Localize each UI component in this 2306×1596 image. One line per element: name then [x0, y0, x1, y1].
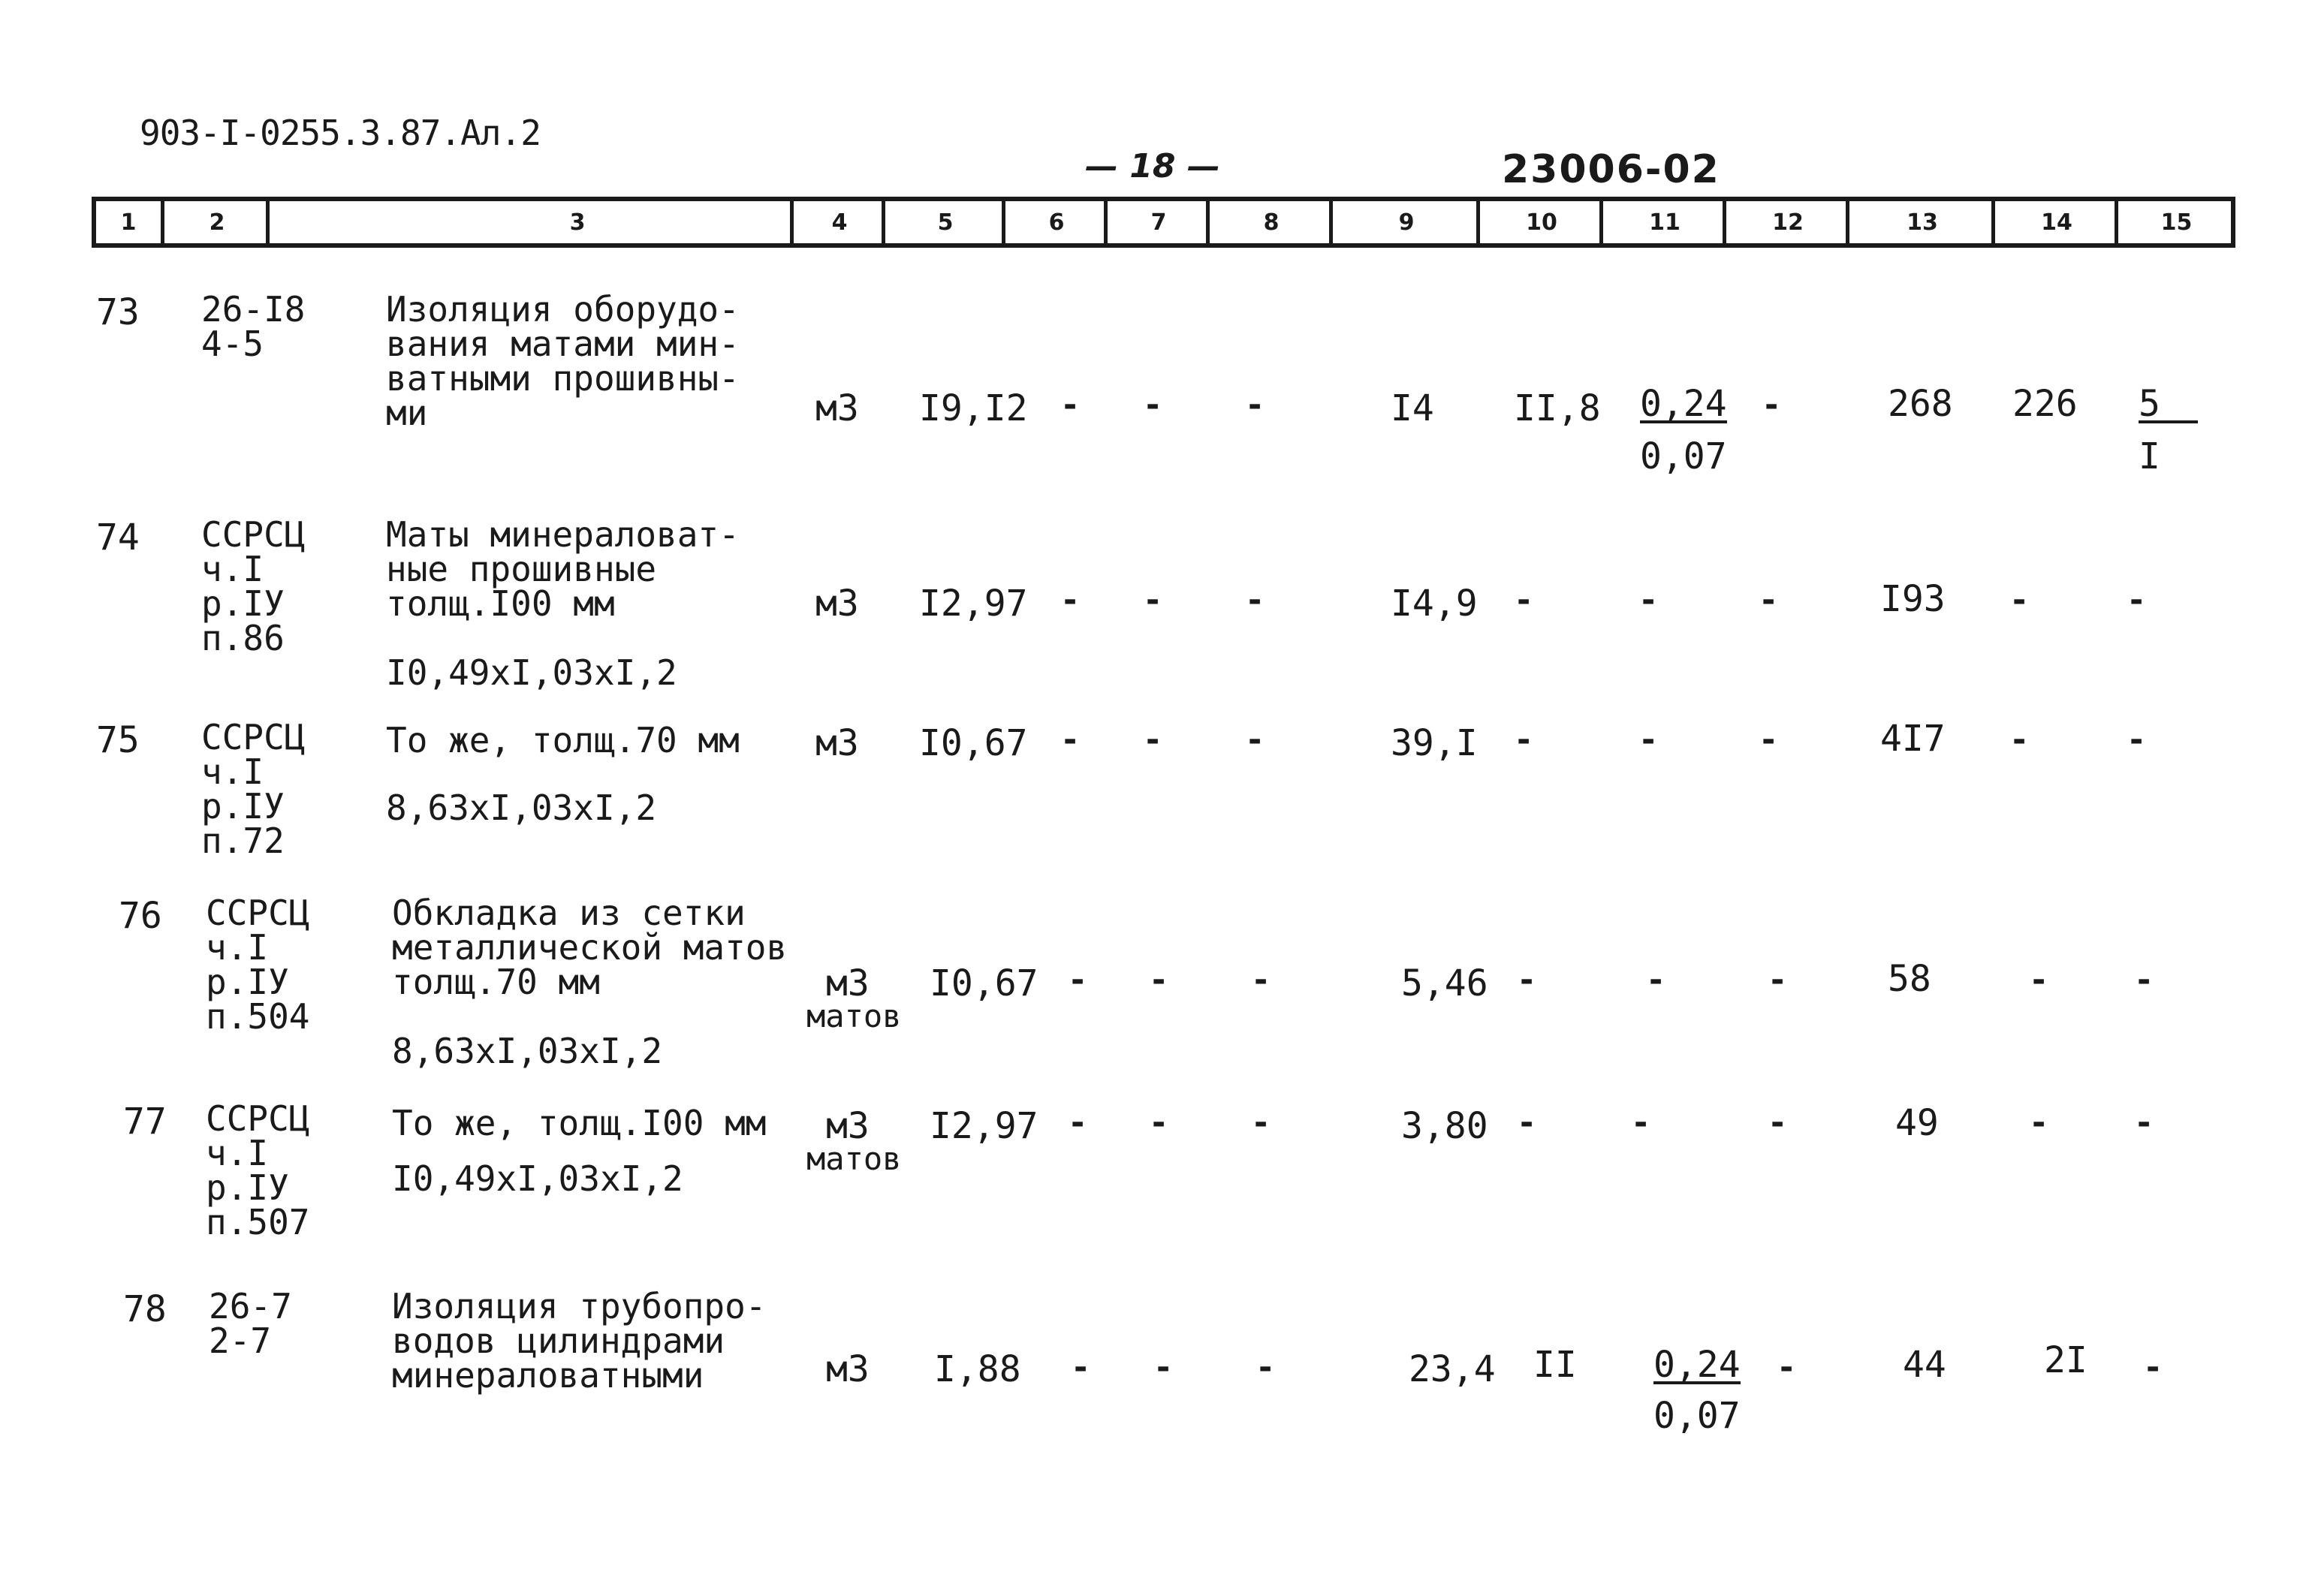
col-6-value: -: [1063, 581, 1078, 619]
col-9-value: I4: [1391, 387, 1434, 429]
calculation-formula: I0,49xI,03xI,2: [386, 652, 677, 693]
col-7-value: -: [1146, 386, 1160, 424]
col-7-value: -: [1156, 1348, 1171, 1387]
description-line: толщ.I00 мм: [386, 583, 615, 624]
description-line: толщ.70 мм: [392, 962, 600, 1002]
unit: м3: [815, 387, 859, 429]
col-12-value: -: [1762, 581, 1776, 619]
description-line: ватными прошивны-: [386, 358, 740, 399]
norm-code-line: р.IУ: [206, 1167, 289, 1208]
col-10-value: II: [1533, 1344, 1577, 1386]
norm-code-line: п.86: [201, 618, 285, 658]
norm-code-line: 4-5: [201, 324, 264, 364]
col-8-value: -: [1254, 1104, 1268, 1142]
col-9-value: 23,4: [1409, 1348, 1496, 1390]
description-line: Обкладка из сетки: [392, 893, 746, 933]
col-6-value: -: [1063, 386, 1078, 424]
quantity: I2,97: [930, 1105, 1038, 1147]
description-line: ми: [386, 393, 428, 433]
col-14-value: -: [2012, 581, 2027, 619]
norm-code-line: ч.I: [201, 549, 264, 589]
col-15-value: -: [2137, 1104, 2151, 1142]
col-13-value: 58: [1888, 958, 1931, 1000]
column-header-11: 11: [1599, 201, 1726, 243]
unit: м3: [826, 962, 870, 1004]
norm-code-line: 2-7: [209, 1320, 272, 1361]
column-header-12: 12: [1723, 201, 1849, 243]
description-line: Маты минераловат-: [386, 514, 740, 555]
col-10-value: -: [1517, 721, 1531, 759]
col-12-value: -: [1771, 961, 1785, 999]
unit: м3: [826, 1348, 870, 1390]
quantity: I,88: [934, 1348, 1021, 1390]
norm-code-line: п.72: [201, 821, 285, 861]
col-8-value: -: [1248, 386, 1262, 424]
calculation-formula: 8,63xI,03xI,2: [392, 1031, 663, 1071]
column-header-14: 14: [1991, 201, 2118, 243]
column-header-2: 2: [161, 201, 270, 243]
norm-code-line: ССРСЦ: [201, 717, 306, 757]
row-number: 75: [96, 719, 140, 761]
col-11-denominator: 0,07: [1653, 1395, 1741, 1437]
col-14-value: -: [2012, 721, 2027, 759]
col-14-value: -: [2032, 1104, 2046, 1142]
column-header-5: 5: [882, 201, 1005, 243]
quantity: I0,67: [919, 722, 1028, 764]
calculation-formula: I0,49xI,03xI,2: [392, 1158, 683, 1199]
norm-code-line: ч.I: [206, 927, 269, 968]
column-header-8: 8: [1206, 201, 1333, 243]
norm-code-line: р.IУ: [201, 583, 285, 624]
col-15-numerator: 5: [2139, 387, 2198, 423]
norm-code-line: р.IУ: [201, 786, 285, 827]
col-10-value: II,8: [1514, 387, 1601, 429]
col-9-value: I4,9: [1391, 583, 1478, 625]
column-header-6: 6: [1002, 201, 1108, 243]
col-12-value: -: [1765, 386, 1779, 424]
quantity: I0,67: [930, 962, 1038, 1004]
row-number: 78: [123, 1288, 167, 1330]
norm-code-line: 26-7: [209, 1286, 292, 1326]
col-8-value: -: [1248, 581, 1262, 619]
col-14-value: 226: [2012, 383, 2078, 425]
description-line: водов цилиндрами: [392, 1320, 725, 1361]
norm-code-line: 26-I8: [201, 289, 306, 330]
row-number: 74: [96, 516, 140, 559]
column-header-10: 10: [1476, 201, 1603, 243]
column-header-1: 1: [120, 209, 137, 236]
col-6-value: -: [1071, 961, 1085, 999]
col-10-value: -: [1517, 581, 1531, 619]
col-11-numerator: 0,24: [1653, 1344, 1741, 1386]
col-13-value: 44: [1903, 1344, 1946, 1386]
document-code: 903-I-0255.3.87.Ал.2: [140, 113, 541, 153]
col-9-value: 3,80: [1401, 1105, 1488, 1147]
col-12-value: -: [1771, 1104, 1785, 1142]
description-line: минераловатными: [392, 1355, 704, 1396]
norm-code-line: п.507: [206, 1202, 310, 1242]
col-7-value: -: [1146, 581, 1160, 619]
col-6-value: -: [1071, 1104, 1085, 1142]
description-line: То же, толщ.70 мм: [386, 720, 740, 760]
calculation-formula: 8,63xI,03xI,2: [386, 787, 657, 828]
column-header-7: 7: [1104, 201, 1210, 243]
col-11-denominator: 0,07: [1640, 435, 1727, 477]
unit-suffix: матов: [806, 998, 902, 1034]
norm-code-line: ч.I: [206, 1133, 269, 1173]
unit-suffix: матов: [806, 1140, 902, 1177]
col-6-value: -: [1063, 721, 1078, 759]
col-11-value: -: [1634, 1104, 1648, 1142]
description-line: Изоляция трубопро-: [392, 1286, 767, 1326]
col-10-value: -: [1520, 1104, 1534, 1142]
unit: м3: [815, 722, 859, 764]
col-11-value: -: [1641, 721, 1656, 759]
col-15-value: -: [2137, 961, 2151, 999]
unit: м3: [826, 1105, 870, 1147]
row-number: 76: [119, 895, 162, 937]
col-14-value: -: [2032, 961, 2046, 999]
col-15-value: -: [2130, 721, 2144, 759]
col-7-value: -: [1152, 1104, 1166, 1142]
col-13-value: I93: [1880, 578, 1946, 620]
col-10-value: -: [1520, 961, 1534, 999]
col-8-value: -: [1254, 961, 1268, 999]
column-header-3: 3: [266, 201, 885, 243]
norm-code-line: ч.I: [201, 751, 264, 792]
col-12-value: -: [1762, 721, 1776, 759]
unit: м3: [815, 583, 859, 625]
row-number: 77: [123, 1101, 167, 1143]
col-9-value: 39,I: [1391, 722, 1478, 764]
row-number: 73: [96, 291, 140, 333]
col-11-value: -: [1649, 961, 1663, 999]
col-15-value: -: [2130, 581, 2144, 619]
col-13-value: 49: [1895, 1102, 1939, 1144]
col-14-value: 2I: [2044, 1339, 2087, 1381]
column-header-9: 9: [1329, 201, 1480, 243]
col-11-numerator: 0,24: [1640, 383, 1727, 425]
col-13-value: 268: [1888, 383, 1953, 425]
col-8-value: -: [1248, 721, 1262, 759]
description-line: металлической матов: [392, 927, 788, 968]
column-header-4: 4: [790, 201, 885, 243]
sheet-code: 23006-02: [1502, 147, 1720, 192]
col-11-value: -: [1641, 581, 1656, 619]
col-15-value: -: [2146, 1348, 2160, 1387]
norm-code-line: п.504: [206, 996, 310, 1037]
norm-code-line: р.IУ: [206, 962, 289, 1002]
col-6-value: -: [1074, 1348, 1088, 1387]
norm-code-line: ССРСЦ: [206, 1098, 310, 1139]
quantity: I2,97: [919, 583, 1028, 625]
norm-code-line: ССРСЦ: [201, 514, 306, 555]
col-12-value: -: [1780, 1348, 1794, 1387]
description-line: ные прошивные: [386, 549, 657, 589]
col-8-value: -: [1259, 1348, 1273, 1387]
column-header-13: 13: [1846, 201, 1995, 243]
col-15-denominator: I: [2139, 435, 2160, 477]
description-line: вания матами мин-: [386, 324, 740, 364]
description-line: Изоляция оборудо-: [386, 289, 740, 330]
col-7-value: -: [1152, 961, 1166, 999]
col-13-value: 4I7: [1880, 718, 1946, 760]
norm-code-line: ССРСЦ: [206, 893, 310, 933]
col-7-value: -: [1146, 721, 1160, 759]
col-9-value: 5,46: [1401, 962, 1488, 1004]
description-line: То же, толщ.I00 мм: [392, 1103, 767, 1143]
column-header-15: 15: [2115, 201, 2235, 243]
quantity: I9,I2: [919, 387, 1028, 429]
page-number: — 18 —: [1085, 147, 1220, 185]
column-header-table: [92, 197, 2235, 248]
